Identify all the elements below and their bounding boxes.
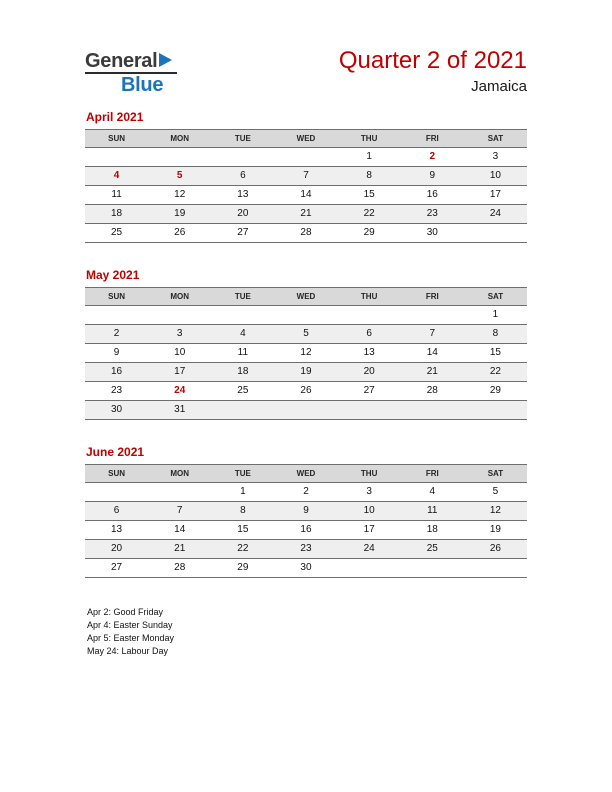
empty-day-cell — [274, 401, 337, 420]
day-cell: 13 — [338, 344, 401, 363]
day-cell: 7 — [274, 167, 337, 186]
day-cell: 28 — [401, 382, 464, 401]
day-cell: 14 — [274, 186, 337, 205]
day-header-cell: THU — [338, 465, 401, 483]
day-cell: 12 — [464, 502, 527, 521]
month-table — [85, 464, 527, 578]
day-cell: 10 — [338, 502, 401, 521]
day-cell: 21 — [148, 540, 211, 559]
day-header-cell: TUE — [211, 465, 274, 483]
day-cell: 17 — [338, 521, 401, 540]
day-cell: 1 — [464, 306, 527, 325]
empty-day-cell — [85, 483, 148, 502]
day-header-cell: THU — [338, 288, 401, 306]
page-header — [85, 45, 527, 96]
day-cell: 18 — [85, 205, 148, 224]
day-cell: 23 — [85, 382, 148, 401]
day-cell: 8 — [211, 502, 274, 521]
general-blue-logo — [85, 45, 215, 96]
day-cell: 26 — [148, 224, 211, 243]
holiday-note: Apr 4: Easter Sunday — [87, 620, 173, 630]
empty-day-cell — [274, 148, 337, 167]
page-title: Quarter 2 of 2021 — [338, 47, 527, 74]
day-cell: 23 — [274, 540, 337, 559]
empty-day-cell — [401, 306, 464, 325]
week-row — [85, 344, 527, 363]
title-block — [339, 45, 527, 95]
holiday-note: May 24: Labour Day — [87, 646, 169, 656]
day-cell: 19 — [274, 363, 337, 382]
day-header-cell: WED — [274, 288, 337, 306]
day-cell: 15 — [211, 521, 274, 540]
day-cell: 21 — [401, 363, 464, 382]
day-cell: 11 — [401, 502, 464, 521]
week-row — [85, 502, 527, 521]
day-cell: 25 — [211, 382, 274, 401]
day-cell: 19 — [148, 205, 211, 224]
holiday-note: Apr 2: Good Friday — [87, 607, 164, 617]
month-april-2021 — [85, 110, 527, 243]
day-cell: 22 — [211, 540, 274, 559]
logo-flag-icon — [159, 53, 172, 67]
day-cell: 7 — [148, 502, 211, 521]
day-cell: 1 — [211, 483, 274, 502]
day-cell: 9 — [274, 502, 337, 521]
day-cell: 12 — [148, 186, 211, 205]
day-cell: 20 — [85, 540, 148, 559]
day-header-cell: FRI — [401, 288, 464, 306]
day-header-cell: WED — [274, 465, 337, 483]
day-header-cell: MON — [148, 288, 211, 306]
day-cell: 3 — [464, 148, 527, 167]
day-cell: 19 — [464, 521, 527, 540]
empty-day-cell — [148, 306, 211, 325]
day-cell: 12 — [274, 344, 337, 363]
day-cell: 27 — [338, 382, 401, 401]
empty-day-cell — [148, 148, 211, 167]
month-title: April 2021 — [86, 110, 144, 124]
page-subtitle: Jamaica — [471, 77, 527, 95]
holiday-notes — [87, 606, 527, 658]
month-table — [85, 129, 527, 243]
day-header-cell: TUE — [211, 288, 274, 306]
day-cell: 4 — [401, 483, 464, 502]
month-june-2021 — [85, 445, 527, 578]
week-row — [85, 148, 527, 167]
month-title: June 2021 — [86, 445, 145, 459]
day-cell: 15 — [464, 344, 527, 363]
day-header-cell: FRI — [401, 465, 464, 483]
day-cell: 9 — [85, 344, 148, 363]
day-cell: 22 — [464, 363, 527, 382]
day-cell: 27 — [211, 224, 274, 243]
empty-day-cell — [464, 559, 527, 578]
day-cell: 2 — [401, 148, 464, 167]
day-cell: 29 — [338, 224, 401, 243]
day-cell: 5 — [274, 325, 337, 344]
week-row — [85, 483, 527, 502]
empty-day-cell — [464, 224, 527, 243]
empty-day-cell — [338, 401, 401, 420]
day-cell: 3 — [148, 325, 211, 344]
day-cell: 7 — [401, 325, 464, 344]
day-cell: 30 — [85, 401, 148, 420]
week-row — [85, 540, 527, 559]
day-header-cell: SUN — [85, 465, 148, 483]
day-cell: 20 — [211, 205, 274, 224]
day-header-cell: FRI — [401, 130, 464, 148]
day-cell: 6 — [211, 167, 274, 186]
empty-day-cell — [274, 306, 337, 325]
day-cell: 18 — [211, 363, 274, 382]
empty-day-cell — [148, 483, 211, 502]
day-cell: 26 — [464, 540, 527, 559]
day-cell: 13 — [211, 186, 274, 205]
empty-day-cell — [338, 559, 401, 578]
day-cell: 23 — [401, 205, 464, 224]
day-header-cell: SUN — [85, 288, 148, 306]
day-cell: 20 — [338, 363, 401, 382]
week-row — [85, 205, 527, 224]
day-cell: 22 — [338, 205, 401, 224]
empty-day-cell — [85, 148, 148, 167]
day-cell: 5 — [464, 483, 527, 502]
day-cell: 31 — [148, 401, 211, 420]
month-title: May 2021 — [86, 268, 140, 282]
day-cell: 6 — [338, 325, 401, 344]
day-cell: 25 — [401, 540, 464, 559]
day-header-cell: THU — [338, 130, 401, 148]
week-row — [85, 559, 527, 578]
day-header-row — [85, 130, 527, 148]
day-cell: 11 — [85, 186, 148, 205]
day-cell: 21 — [274, 205, 337, 224]
day-header-cell: WED — [274, 130, 337, 148]
day-header-cell: MON — [148, 130, 211, 148]
day-header-cell: SAT — [464, 465, 527, 483]
day-cell: 10 — [464, 167, 527, 186]
empty-day-cell — [338, 306, 401, 325]
day-cell: 8 — [464, 325, 527, 344]
empty-day-cell — [211, 401, 274, 420]
week-row — [85, 167, 527, 186]
day-cell: 10 — [148, 344, 211, 363]
day-header-cell: SAT — [464, 130, 527, 148]
day-header-cell: TUE — [211, 130, 274, 148]
day-cell: 16 — [401, 186, 464, 205]
day-cell: 6 — [85, 502, 148, 521]
day-cell: 17 — [464, 186, 527, 205]
day-cell: 1 — [338, 148, 401, 167]
day-cell: 14 — [401, 344, 464, 363]
day-cell: 27 — [85, 559, 148, 578]
empty-day-cell — [464, 401, 527, 420]
day-cell: 2 — [85, 325, 148, 344]
day-cell: 28 — [274, 224, 337, 243]
week-row — [85, 186, 527, 205]
day-cell: 9 — [401, 167, 464, 186]
day-cell: 3 — [338, 483, 401, 502]
day-cell: 14 — [148, 521, 211, 540]
empty-day-cell — [85, 306, 148, 325]
day-cell: 28 — [148, 559, 211, 578]
logo-top-row — [85, 51, 215, 71]
empty-day-cell — [211, 306, 274, 325]
week-row — [85, 325, 527, 344]
day-cell: 18 — [401, 521, 464, 540]
day-cell: 5 — [148, 167, 211, 186]
day-cell: 29 — [464, 382, 527, 401]
day-cell: 26 — [274, 382, 337, 401]
day-header-row — [85, 465, 527, 483]
empty-day-cell — [401, 401, 464, 420]
day-cell: 25 — [85, 224, 148, 243]
day-cell: 24 — [338, 540, 401, 559]
day-cell: 30 — [401, 224, 464, 243]
day-header-cell: SUN — [85, 130, 148, 148]
day-cell: 11 — [211, 344, 274, 363]
day-cell: 2 — [274, 483, 337, 502]
empty-day-cell — [211, 148, 274, 167]
day-cell: 4 — [85, 167, 148, 186]
day-cell: 17 — [148, 363, 211, 382]
empty-day-cell — [401, 559, 464, 578]
week-row — [85, 382, 527, 401]
day-cell: 29 — [211, 559, 274, 578]
week-row — [85, 306, 527, 325]
month-table — [85, 287, 527, 420]
week-row — [85, 363, 527, 382]
day-cell: 8 — [338, 167, 401, 186]
day-header-cell: MON — [148, 465, 211, 483]
day-cell: 4 — [211, 325, 274, 344]
day-cell: 13 — [85, 521, 148, 540]
logo-word-blue: Blue — [121, 74, 164, 96]
logo-word-general: General — [85, 50, 158, 72]
day-header-cell: SAT — [464, 288, 527, 306]
week-row — [85, 401, 527, 420]
week-row — [85, 224, 527, 243]
week-row — [85, 521, 527, 540]
day-header-row — [85, 288, 527, 306]
month-may-2021 — [85, 268, 527, 420]
day-cell: 16 — [85, 363, 148, 382]
holiday-note: Apr 5: Easter Monday — [87, 633, 175, 643]
day-cell: 24 — [148, 382, 211, 401]
day-cell: 24 — [464, 205, 527, 224]
day-cell: 15 — [338, 186, 401, 205]
day-cell: 30 — [274, 559, 337, 578]
day-cell: 16 — [274, 521, 337, 540]
months-container — [85, 110, 527, 578]
